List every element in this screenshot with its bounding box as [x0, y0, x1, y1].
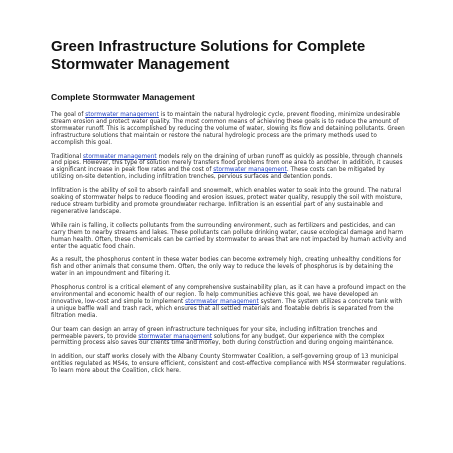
paragraph-text: models rely on the draining of urban runoff as quickly as possible, through channels and pipes. However, this type of solution merely transfers flood problems from one area to another. In addition, it causes a significant increase in peak flow rates and the cost of: [51, 153, 403, 174]
document-page: [51, 38, 407, 382]
title-line-1: Green Infrastructure Solutions for Complete: [51, 38, 366, 55]
stormwater-management-link[interactable]: stormwater management: [138, 333, 213, 340]
stormwater-management-link[interactable]: stormwater management: [185, 298, 259, 305]
paragraph-coalition: In addition, our staff works closely with the Albany County Stormwater Coalition, a self-governing group of 13 municipal entities regulated as MS4s, to ensure efficient, consistent and cost-effective compliance with MS4 stormwater regulations. To learn more about the Coalition, click here.: [51, 354, 407, 375]
paragraph-goal: [51, 112, 407, 147]
paragraph-phosphorus-control: [51, 285, 407, 320]
paragraph-infiltration: Infiltration is the ability of soil to absorb rainfall and snowmelt, which enables water to soak into the ground. The natural soaking of stormwater helps to reduce flooding and erosion issues, protect water quality, resupply the soil with moisture, reduce stream turbidity and promote groundwater recharge. Infiltration is an essential part of any sustainable and regenerative landscape.: [51, 188, 403, 215]
paragraph-text: . These costs can be mitigated by utilizing on-site detention, including infiltration trenches, pervious surfaces and detention ponds.: [51, 167, 385, 181]
paragraph-text: The goal of: [51, 112, 86, 118]
paragraph-text: solutions for any budget. Our experience with the complex permitting process also saves our clients time and money, both during construction and during ongoing maintenance.: [51, 333, 394, 347]
paragraph-text: Our team can design an array of green infrastructure techniques for your site, including infiltration trenches and permeable pavers, to provide: [51, 326, 378, 340]
paragraph-our-team: [51, 327, 407, 348]
document-title: [51, 38, 407, 74]
paragraph-pollutants: While rain is falling, it collects pollutants from the surrounding environment, such as fertilizers and pesticides, and can carry them to nearby streams and lakes. These pollutants can pollute drinking water, cause ecological damage and harm human health. Often, these chemicals can be carried by stormwater to areas that are not impacted by human activity and enter the aquatic food chain.: [51, 222, 407, 250]
paragraph-phosphorus: As a result, the phosphorus content in these water bodies can become extremely high, creating unhealthy conditions for fish and other animals that consume them. Often, the only way to reduce the levels of phosphorus is by detaining the water in an impoundment and filtering it.: [51, 257, 402, 278]
stormwater-management-link[interactable]: stormwater management: [85, 112, 159, 118]
section-heading: Complete Stormwater Management: [51, 92, 195, 102]
stormwater-management-link[interactable]: stormwater management: [83, 153, 157, 160]
title-line-2: Stormwater Management: [51, 56, 230, 73]
paragraph-text: system. The system utilizes a concrete tank with a unique baffle wall and trash rack, which ensures that all settled materials and floatable debris is separated from the filtration media.: [51, 298, 403, 319]
paragraph-text: is to maintain the natural hydrologic cycle, prevent flooding, minimize undesirable stream erosion and protect water quality. The most common means of achieving these goals is to reduce the amount of stormwater runoff. This is accomplished by reducing the volume of water, slowing its flow and detaining pollutants. Green infrastructure solutions that maintain or restore the natural hydrologic process are the primary methods used to accomplish this goal.: [51, 112, 405, 146]
paragraph-text: Traditional: [51, 153, 84, 160]
stormwater-management-link[interactable]: stormwater management: [213, 167, 287, 174]
paragraph-traditional: [51, 154, 407, 182]
paragraph-text: Phosphorus control is a critical element of any comprehensive sustainability plan, as it can have a profound impact on the environmental and economic health of our region. To help communities achieve this goal, we have developed an innovative, low-cost and simple to implement: [51, 285, 406, 305]
